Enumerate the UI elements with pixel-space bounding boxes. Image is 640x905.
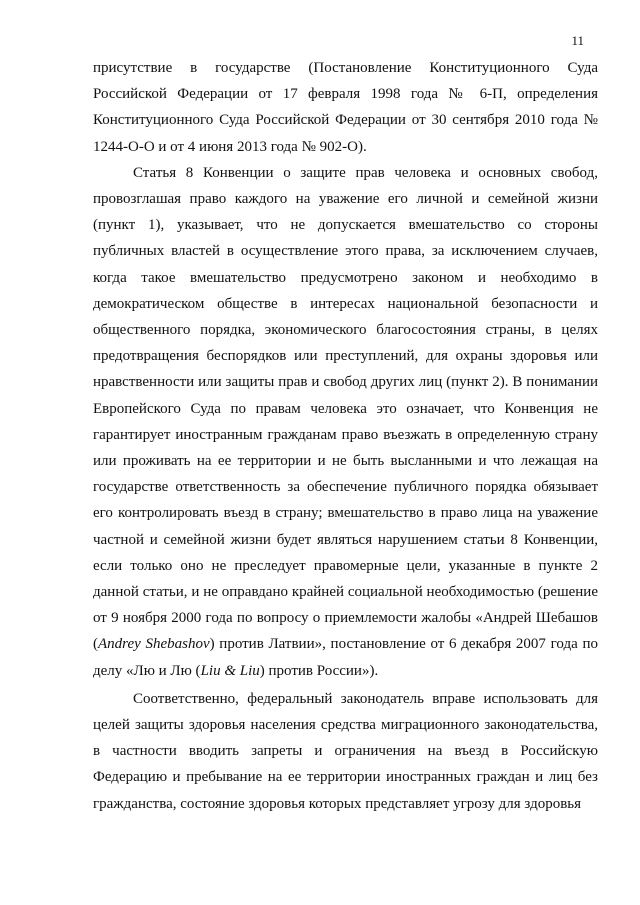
paragraph-2-italic-name-1: Andrey Shebashov bbox=[98, 636, 210, 653]
paragraph-3 bbox=[93, 686, 598, 817]
paragraph-3-text: Соответственно, федеральный законодатель вправе использовать для целей защиты здоровья населения средства миграционного законодательства, в частности вводить запреты и ограничения на въезд в Российскую Федерацию и пребывание на ее территории иностранных граждан и лиц без гражданства, состояние здоровья которых представляет угрозу для здоровья bbox=[93, 690, 598, 812]
paragraph-2-italic-name-2: Liu & Liu bbox=[200, 662, 260, 679]
document-body bbox=[93, 55, 598, 817]
paragraph-1 bbox=[93, 55, 598, 160]
paragraph-1-text: присутствие в государстве (Постановление Конституционного Суда Российской Федерации от 17 февраля 1998 года № 6-П, определения Конституционного Суда Российской Федерации от 30 сентября 2010 года № 1244-О-О и от 4 июня 2013 года № 902-О). bbox=[93, 60, 598, 155]
page-number: 11 bbox=[571, 33, 584, 48]
paragraph-2 bbox=[93, 160, 598, 684]
paragraph-2-text-b: ) против Латвии», постановление от 6 декабря 2007 года по делу «Лю и Лю ( bbox=[93, 636, 598, 679]
paragraph-2-text-c: ) против России»). bbox=[259, 662, 379, 679]
paragraph-2-text-a: Статья 8 Конвенции о защите прав человека и основных свобод, провозглашая право каждого на уважение его личной и семейной жизни (пункт 1), указывает, что не допускается вмешательство со стороны публичных властей в осуществление этого права, за исключением случаев, когда такое вмешательство предусмотрено законом и необходимо в демократическом обществе в интересах национальной безопасности и общественного порядка, экономического благосостояния страны, в целях предотвращения беспорядков или преступлений, для охраны здоровья или нравственности или защиты прав и свобод других лиц (пункт 2). В понимании Европейского Суда по правам человека это означает, что Конвенция не гарантирует иностранным гражданам право въезжать в определенную страну или проживать на ее территории и не быть высланными и что лежащая на государстве ответственность за обеспечение публичного порядка обязывает его контролировать въезд в страну; вмешательство в право лица на уважение частной и семейной жизни будет являться нарушением статьи 8 Конвенции, если только оно не преследует правомерные цели, указанные в пункте 2 данной статьи, и не оправдано крайней социальной необходимостью (решение от 9 ноября 2000 года по вопросу о приемлемости жалобы «Андрей Шебашов ( bbox=[93, 164, 598, 653]
